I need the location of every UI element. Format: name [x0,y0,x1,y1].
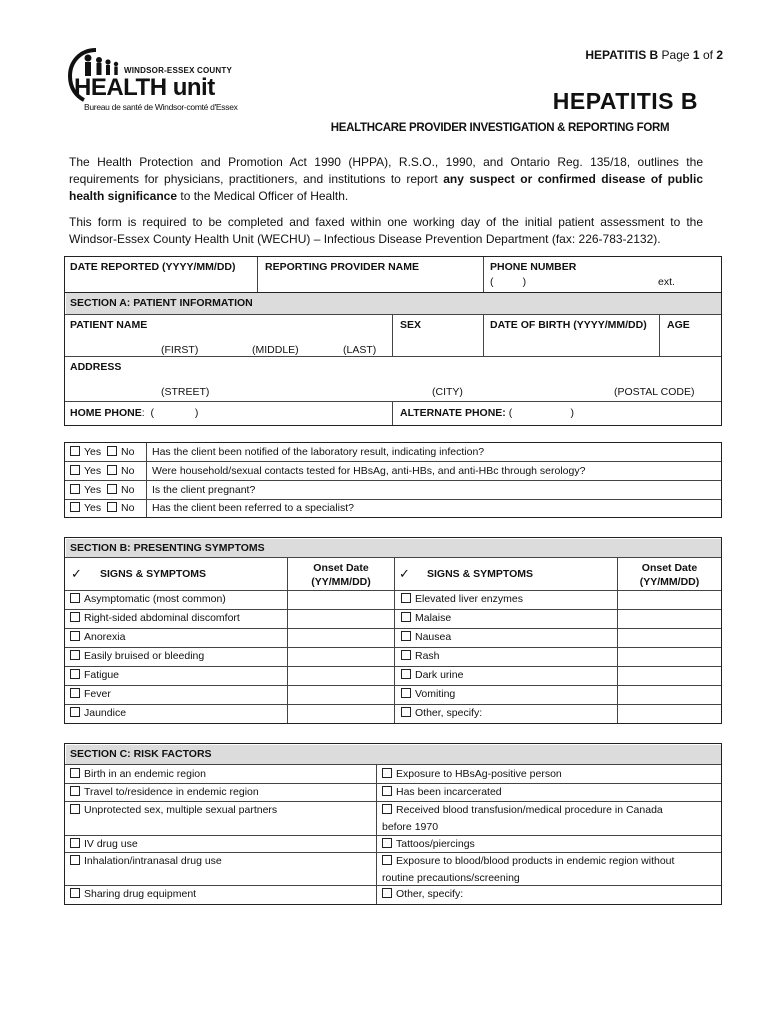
onset-date-format: (YY/MM/DD) [311,576,371,588]
page-label: HEPATITIS B [585,48,659,62]
risk-checkbox[interactable] [382,855,392,865]
symptom-right-item [401,688,455,700]
symptom-label: Malaise [415,612,452,624]
signs-symptoms-header-left: SIGNS & SYMPTOMS [100,568,206,580]
symptom-checkbox[interactable] [70,688,80,698]
risk-label: Exposure to HBsAg-positive person [396,768,562,780]
section-c-title: SECTION C: RISK FACTORS [70,748,212,760]
risk-checkbox[interactable] [70,855,80,865]
risk-left-item [70,804,277,816]
yes-checkbox[interactable] [70,465,80,475]
risk-right-item [382,821,438,833]
section-a-title: SECTION A: PATIENT INFORMATION [70,297,253,309]
no-checkbox[interactable] [107,484,117,494]
no-label: No [120,502,135,514]
date-reported-label: DATE REPORTED (YYYY/MM/DD) [70,261,236,273]
city-hint: (CITY) [432,386,463,398]
risk-checkbox[interactable] [382,768,392,778]
page-number [560,48,723,62]
risk-left-item [70,888,196,900]
symptom-label: Rash [415,650,440,662]
risk-label: Has been incarcerated [396,786,502,798]
patient-name-label: PATIENT NAME [70,319,148,331]
phone-number-label: PHONE NUMBER [490,261,577,273]
symptom-label: Other, specify: [415,707,483,719]
no-checkbox[interactable] [107,465,117,475]
home-phone-label: HOME PHONE [70,407,142,419]
onset-date-header-left [288,561,394,589]
symptom-right-item [401,612,451,624]
health-unit-logo [66,44,266,116]
risk-label: Exposure to blood/blood products in endemic region without [396,855,675,867]
symptom-checkbox[interactable] [401,688,411,698]
risk-label: Tattoos/piercings [396,838,475,850]
symptom-label: Dark urine [415,669,464,681]
first-name-hint: (FIRST) [161,344,199,356]
alt-phone-label: ALTERNATE PHONE: [400,407,506,419]
logo-sub-text: Bureau de santé de Windsor-comté d'Essex [84,102,238,112]
risk-checkbox[interactable] [70,786,80,796]
risk-left-item [70,855,222,867]
logo-main-text: HEALTH unit [74,74,215,101]
symptom-checkbox[interactable] [401,707,411,717]
risk-checkbox[interactable] [382,838,392,848]
risk-left-item [70,786,259,798]
yes-label: Yes [84,484,102,496]
symptom-label: Easily bruised or bleeding [84,650,205,662]
symptom-checkbox[interactable] [70,707,80,717]
symptom-left-item [70,688,111,700]
risk-right-item [382,768,562,780]
symptom-checkbox[interactable] [401,612,411,622]
symptom-right-item [401,707,482,719]
home-phone-paren: : ( ) [141,407,199,419]
symptom-label: Right-sided abdominal discomfort [84,612,240,624]
symptom-label: Fever [84,688,111,700]
symptom-label: Fatigue [84,669,120,681]
question-3-text: Is the client pregnant? [152,484,256,496]
symptom-checkbox[interactable] [70,650,80,660]
risk-label: IV drug use [84,838,138,850]
symptom-right-item [401,669,463,681]
yes-checkbox[interactable] [70,502,80,512]
postal-code-hint: (POSTAL CODE) [614,386,695,398]
page-current: 1 [692,48,700,62]
onset-date-label: Onset Date [313,562,369,574]
risk-checkbox[interactable] [70,838,80,848]
intro-p1-c: to the Medical Officer of Health. [177,189,349,203]
section-b-title: SECTION B: PRESENTING SYMPTOMS [70,542,265,554]
address-label: ADDRESS [70,361,122,373]
no-label: No [120,484,135,496]
symptom-label: Asymptomatic (most common) [84,593,226,605]
sex-label: SEX [400,319,422,331]
risk-right-item [382,872,520,884]
symptom-right-item [401,593,523,605]
risk-checkbox[interactable] [382,786,392,796]
logo-top-text: WINDSOR-ESSEX COUNTY [124,66,233,75]
check-icon: ✓ [399,566,410,581]
risk-label: Unprotected sex, multiple sexual partners [84,804,278,816]
question-4-options [70,502,134,514]
intro-p1-a: The Health Protection and Promotion Act 1990 (HPPA), R.S.O., 1990, and Ontario Reg. 135/18, outlines the requirements for physicians, practitioners, and institutions to report [69,155,703,186]
symptom-label: Elevated liver enzymes [415,593,523,605]
symptom-label: Anorexia [84,631,126,643]
risk-left-item [70,838,138,850]
no-checkbox[interactable] [107,446,117,456]
onset-date-header-right [618,561,721,589]
signs-symptoms-header-right: SIGNS & SYMPTOMS [427,568,533,580]
question-2-options [70,465,134,477]
yes-label: Yes [84,446,102,458]
middle-name-hint: (MIDDLE) [252,344,299,356]
symptom-checkbox[interactable] [401,650,411,660]
risk-label: Other, specify: [396,888,464,900]
risk-right-item [382,838,475,850]
symptom-right-item [401,631,451,643]
question-2-text: Were household/sexual contacts tested for HBsAg, anti-HBs, and anti-HBc through serology? [152,465,586,477]
risk-checkbox[interactable] [70,804,80,814]
symptom-left-item [70,631,125,643]
symptom-checkbox[interactable] [70,631,80,641]
form-subtitle: HEALTHCARE PROVIDER INVESTIGATION & REPORTING FORM [330,122,670,134]
risk-label: routine precautions/screening [382,872,520,884]
phone-area-code: ( ) [490,276,527,288]
risk-checkbox[interactable] [70,768,80,778]
risk-right-item [382,888,463,900]
risk-label: Travel to/residence in endemic region [84,786,259,798]
risk-label: Birth in an endemic region [84,768,206,780]
symptom-checkbox[interactable] [70,612,80,622]
symptom-left-item [70,650,204,662]
intro-p1-bold: any suspect or confirmed disease of public health significance [69,172,704,203]
no-checkbox[interactable] [107,502,117,512]
risk-checkbox[interactable] [70,888,80,898]
onset-date-label: Onset Date [641,562,698,574]
symptom-left-item [70,669,119,681]
provider-name-label: REPORTING PROVIDER NAME [265,261,420,273]
yes-checkbox[interactable] [70,484,80,494]
age-label: AGE [667,319,690,331]
intro-paragraph-1 [69,154,703,205]
symptom-checkbox[interactable] [70,593,80,603]
symptom-checkbox[interactable] [401,631,411,641]
risk-label: before 1970 [382,821,439,833]
phone-ext: ext. [658,276,675,288]
onset-date-format: (YY/MM/DD) [639,576,700,588]
risk-right-item [382,786,502,798]
form-title: HEPATITIS B [552,88,698,114]
last-name-hint: (LAST) [343,344,377,356]
intro-paragraph-2: This form is required to be completed and faxed within one working day of the initial patient assessment to the Windsor-Essex County Health Unit (WECHU) – Infectious Disease Prevention Department (fax: 226-783-2132). [69,215,703,246]
symptom-left-item [70,593,226,605]
home-phone-field [70,407,198,419]
question-1-options [70,446,134,458]
question-1-text: Has the client been notified of the laboratory result, indicating infection? [152,446,485,458]
symptom-checkbox[interactable] [401,593,411,603]
risk-right-item [382,855,674,867]
question-3-options [70,484,134,496]
page-of: of [702,48,713,62]
risk-label: Received blood transfusion/medical procedure in Canada [396,804,663,816]
symptom-checkbox[interactable] [401,669,411,679]
no-label: No [120,465,135,477]
risk-label: Inhalation/intranasal drug use [84,855,222,867]
risk-left-item [70,768,206,780]
page-word: Page [661,48,690,62]
symptom-label: Nausea [415,631,452,643]
risk-checkbox[interactable] [382,888,392,898]
risk-label: Sharing drug equipment [84,888,197,900]
risk-right-item [382,804,663,816]
symptom-label: Jaundice [84,707,127,719]
risk-checkbox[interactable] [382,804,392,814]
question-4-text: Has the client been referred to a specialist? [152,502,354,514]
yes-checkbox[interactable] [70,446,80,456]
check-icon: ✓ [71,566,82,581]
symptom-left-item [70,612,240,624]
dob-label: DATE OF BIRTH (YYYY/MM/DD) [490,319,647,331]
symptom-left-item [70,707,126,719]
yes-label: Yes [84,502,102,514]
symptom-checkbox[interactable] [70,669,80,679]
alt-phone-paren: ( ) [505,407,575,419]
symptom-right-item [401,650,440,662]
symptom-label: Vomiting [415,688,456,700]
page-total: 2 [716,48,723,62]
alt-phone-field [400,407,574,419]
no-label: No [120,446,135,458]
street-hint: (STREET) [161,386,210,398]
yes-label: Yes [84,465,102,477]
